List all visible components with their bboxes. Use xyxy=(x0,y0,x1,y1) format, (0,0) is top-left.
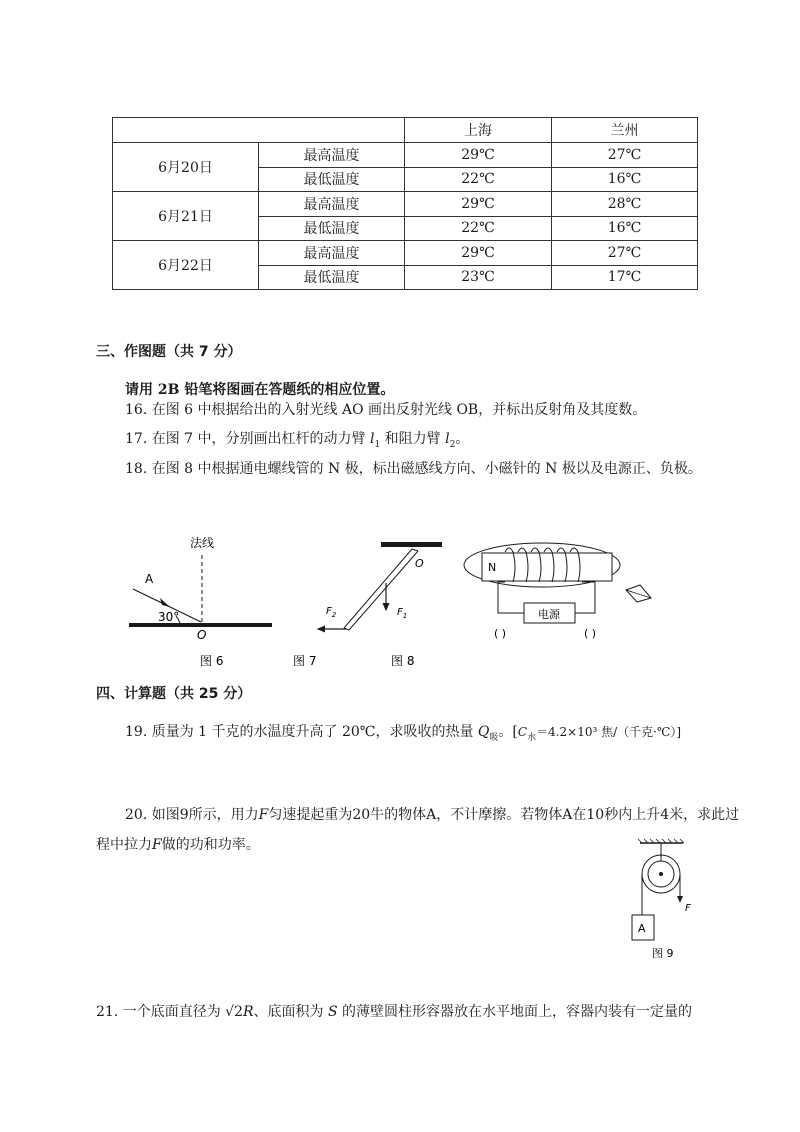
force-f2-label: $F_2$ xyxy=(326,606,337,619)
q17-l1: l xyxy=(369,431,375,447)
figure-8 xyxy=(464,543,651,640)
block-a-label: A xyxy=(638,922,646,935)
question-16: 16. 在图 6 中根据给出的入射光线 AO 画出反射光线 OB，并标出反射角及其度数。 xyxy=(125,402,647,418)
q20-text-pre: 20. 如图9所示，用力 xyxy=(125,807,259,823)
table-header-lanzhou: 兰州 xyxy=(552,118,698,143)
force-f1-label: $F_1$ xyxy=(397,607,408,620)
question-20-line-1 xyxy=(125,805,739,825)
lever-edge xyxy=(349,551,418,630)
q17-l2-sub: 2 xyxy=(449,439,456,450)
table-value-cell: 29℃ xyxy=(405,241,552,266)
figures-6-7-8 xyxy=(0,525,800,675)
point-label-o: O xyxy=(197,628,207,642)
table-header-shanghai: 上海 xyxy=(405,118,552,143)
ray-label-a: A xyxy=(145,572,154,586)
q17-l1-sub: 1 xyxy=(374,439,381,450)
table-header-blank xyxy=(113,118,405,143)
q19-symbol-c-sub: 水 xyxy=(527,732,537,743)
table-row xyxy=(113,143,698,168)
table-label-cell: 最高温度 xyxy=(259,241,405,266)
table-label-cell: 最高温度 xyxy=(259,192,405,217)
q19-symbol-q-sub: 吸 xyxy=(489,732,499,743)
figure-9 xyxy=(625,838,695,963)
ceiling-mount xyxy=(381,542,442,547)
compass-needle-icon xyxy=(626,585,651,602)
question-18: 18. 在图 8 中根据通电螺线管的 N 极，标出磁感线方向、小磁针的 N 极以及电源正、负极。 xyxy=(125,461,702,477)
q21-sqrt: √2 xyxy=(225,1004,243,1020)
table-value-cell: 28℃ xyxy=(552,192,698,217)
left-pole-blank: ( ) xyxy=(494,627,507,640)
q20-line2-pre: 程中拉力 xyxy=(96,837,152,853)
incident-ray-arrow-icon xyxy=(160,598,170,607)
table-value-cell: 22℃ xyxy=(405,216,552,241)
section-title-calculation: 四、计算题（共 25 分） xyxy=(96,686,252,702)
lever-end xyxy=(412,549,418,551)
section-title-drawing: 三、作图题（共 7 分） xyxy=(96,344,242,360)
table-value-cell: 27℃ xyxy=(552,143,698,168)
table-row xyxy=(113,241,698,266)
q19-symbol-c: C xyxy=(517,725,528,739)
right-pole-blank: ( ) xyxy=(584,627,597,640)
pivot-label-o: O xyxy=(415,557,424,570)
circuit-wire-right xyxy=(575,582,595,613)
table-value-cell: 16℃ xyxy=(552,167,698,192)
q21-symbol-r: R xyxy=(243,1004,254,1020)
instruction-text: 请用 2B 铅笔将图画在答题纸的相应位置。 xyxy=(125,382,395,398)
question-21 xyxy=(96,1002,692,1022)
table-label-cell: 最低温度 xyxy=(259,216,405,241)
table-header-row xyxy=(113,118,698,143)
q19-text-mid: 。[ xyxy=(498,724,518,740)
force-label-f: F xyxy=(685,903,691,914)
q21-text-post: 的薄壁圆柱形容器放在水平地面上，容器内装有一定量的 xyxy=(337,1004,693,1020)
power-source-label: 电源 xyxy=(538,608,560,621)
table-label-cell: 最高温度 xyxy=(259,143,405,168)
table-value-cell: 22℃ xyxy=(405,167,552,192)
q19-symbol-q: Q xyxy=(477,724,490,740)
figure-6 xyxy=(129,535,272,642)
q21-text-mid: 、底面积为 xyxy=(253,1004,328,1020)
table-value-cell: 23℃ xyxy=(405,265,552,290)
table-date-cell: 6月20日 xyxy=(113,143,259,192)
question-17 xyxy=(125,429,469,455)
table-value-cell: 29℃ xyxy=(405,143,552,168)
q20-line2-post: 做的功和功率。 xyxy=(161,837,260,853)
table-value-cell: 17℃ xyxy=(552,265,698,290)
figure-6-caption: 图 6 xyxy=(200,654,224,668)
figure-9-caption: 图 9 xyxy=(652,947,674,960)
question-20-line-2 xyxy=(96,835,260,855)
q19-text-pre: 19. 质量为 1 千克的水温度升高了 20℃，求吸收的热量 xyxy=(125,724,478,740)
q20-symbol-f: F xyxy=(258,807,269,823)
pulley-center xyxy=(659,872,663,876)
table-row xyxy=(113,192,698,217)
q17-text-post: 。 xyxy=(455,431,470,447)
angle-label: 30° xyxy=(158,610,180,624)
table-value-cell: 27℃ xyxy=(552,241,698,266)
solenoid-core xyxy=(482,553,612,581)
q20-line2-symbol-f: F xyxy=(152,837,162,853)
q21-text-pre: 21. 一个底面直径为 xyxy=(96,1004,226,1020)
q21-symbol-s: S xyxy=(328,1004,338,1020)
table-date-cell: 6月21日 xyxy=(113,192,259,241)
figure-7-caption: 图 7 xyxy=(293,654,317,668)
figure-7 xyxy=(318,542,442,630)
q20-text-post: 匀速提起重为20牛的物体A，不计摩擦。若物体A在10秒内上升4米，求此过 xyxy=(268,807,740,823)
q17-text-pre: 17. 在图 7 中，分别画出杠杆的动力臂 xyxy=(125,431,370,447)
question-19 xyxy=(125,722,681,748)
q17-text-mid: 和阻力臂 xyxy=(380,431,446,447)
table-value-cell: 29℃ xyxy=(405,192,552,217)
table-label-cell: 最低温度 xyxy=(259,167,405,192)
mirror-surface xyxy=(129,623,272,627)
solenoid-n-pole-label: N xyxy=(488,561,497,574)
q17-l2: l xyxy=(445,431,450,447)
q19-text-post: ＝4.2×10³ 焦/（千克·℃）] xyxy=(536,725,682,739)
temperature-table xyxy=(112,117,698,290)
table-label-cell: 最低温度 xyxy=(259,265,405,290)
normal-line-label: 法线 xyxy=(190,536,215,550)
table-date-cell: 6月22日 xyxy=(113,241,259,290)
figure-8-caption: 图 8 xyxy=(391,654,415,668)
table-value-cell: 16℃ xyxy=(552,216,698,241)
